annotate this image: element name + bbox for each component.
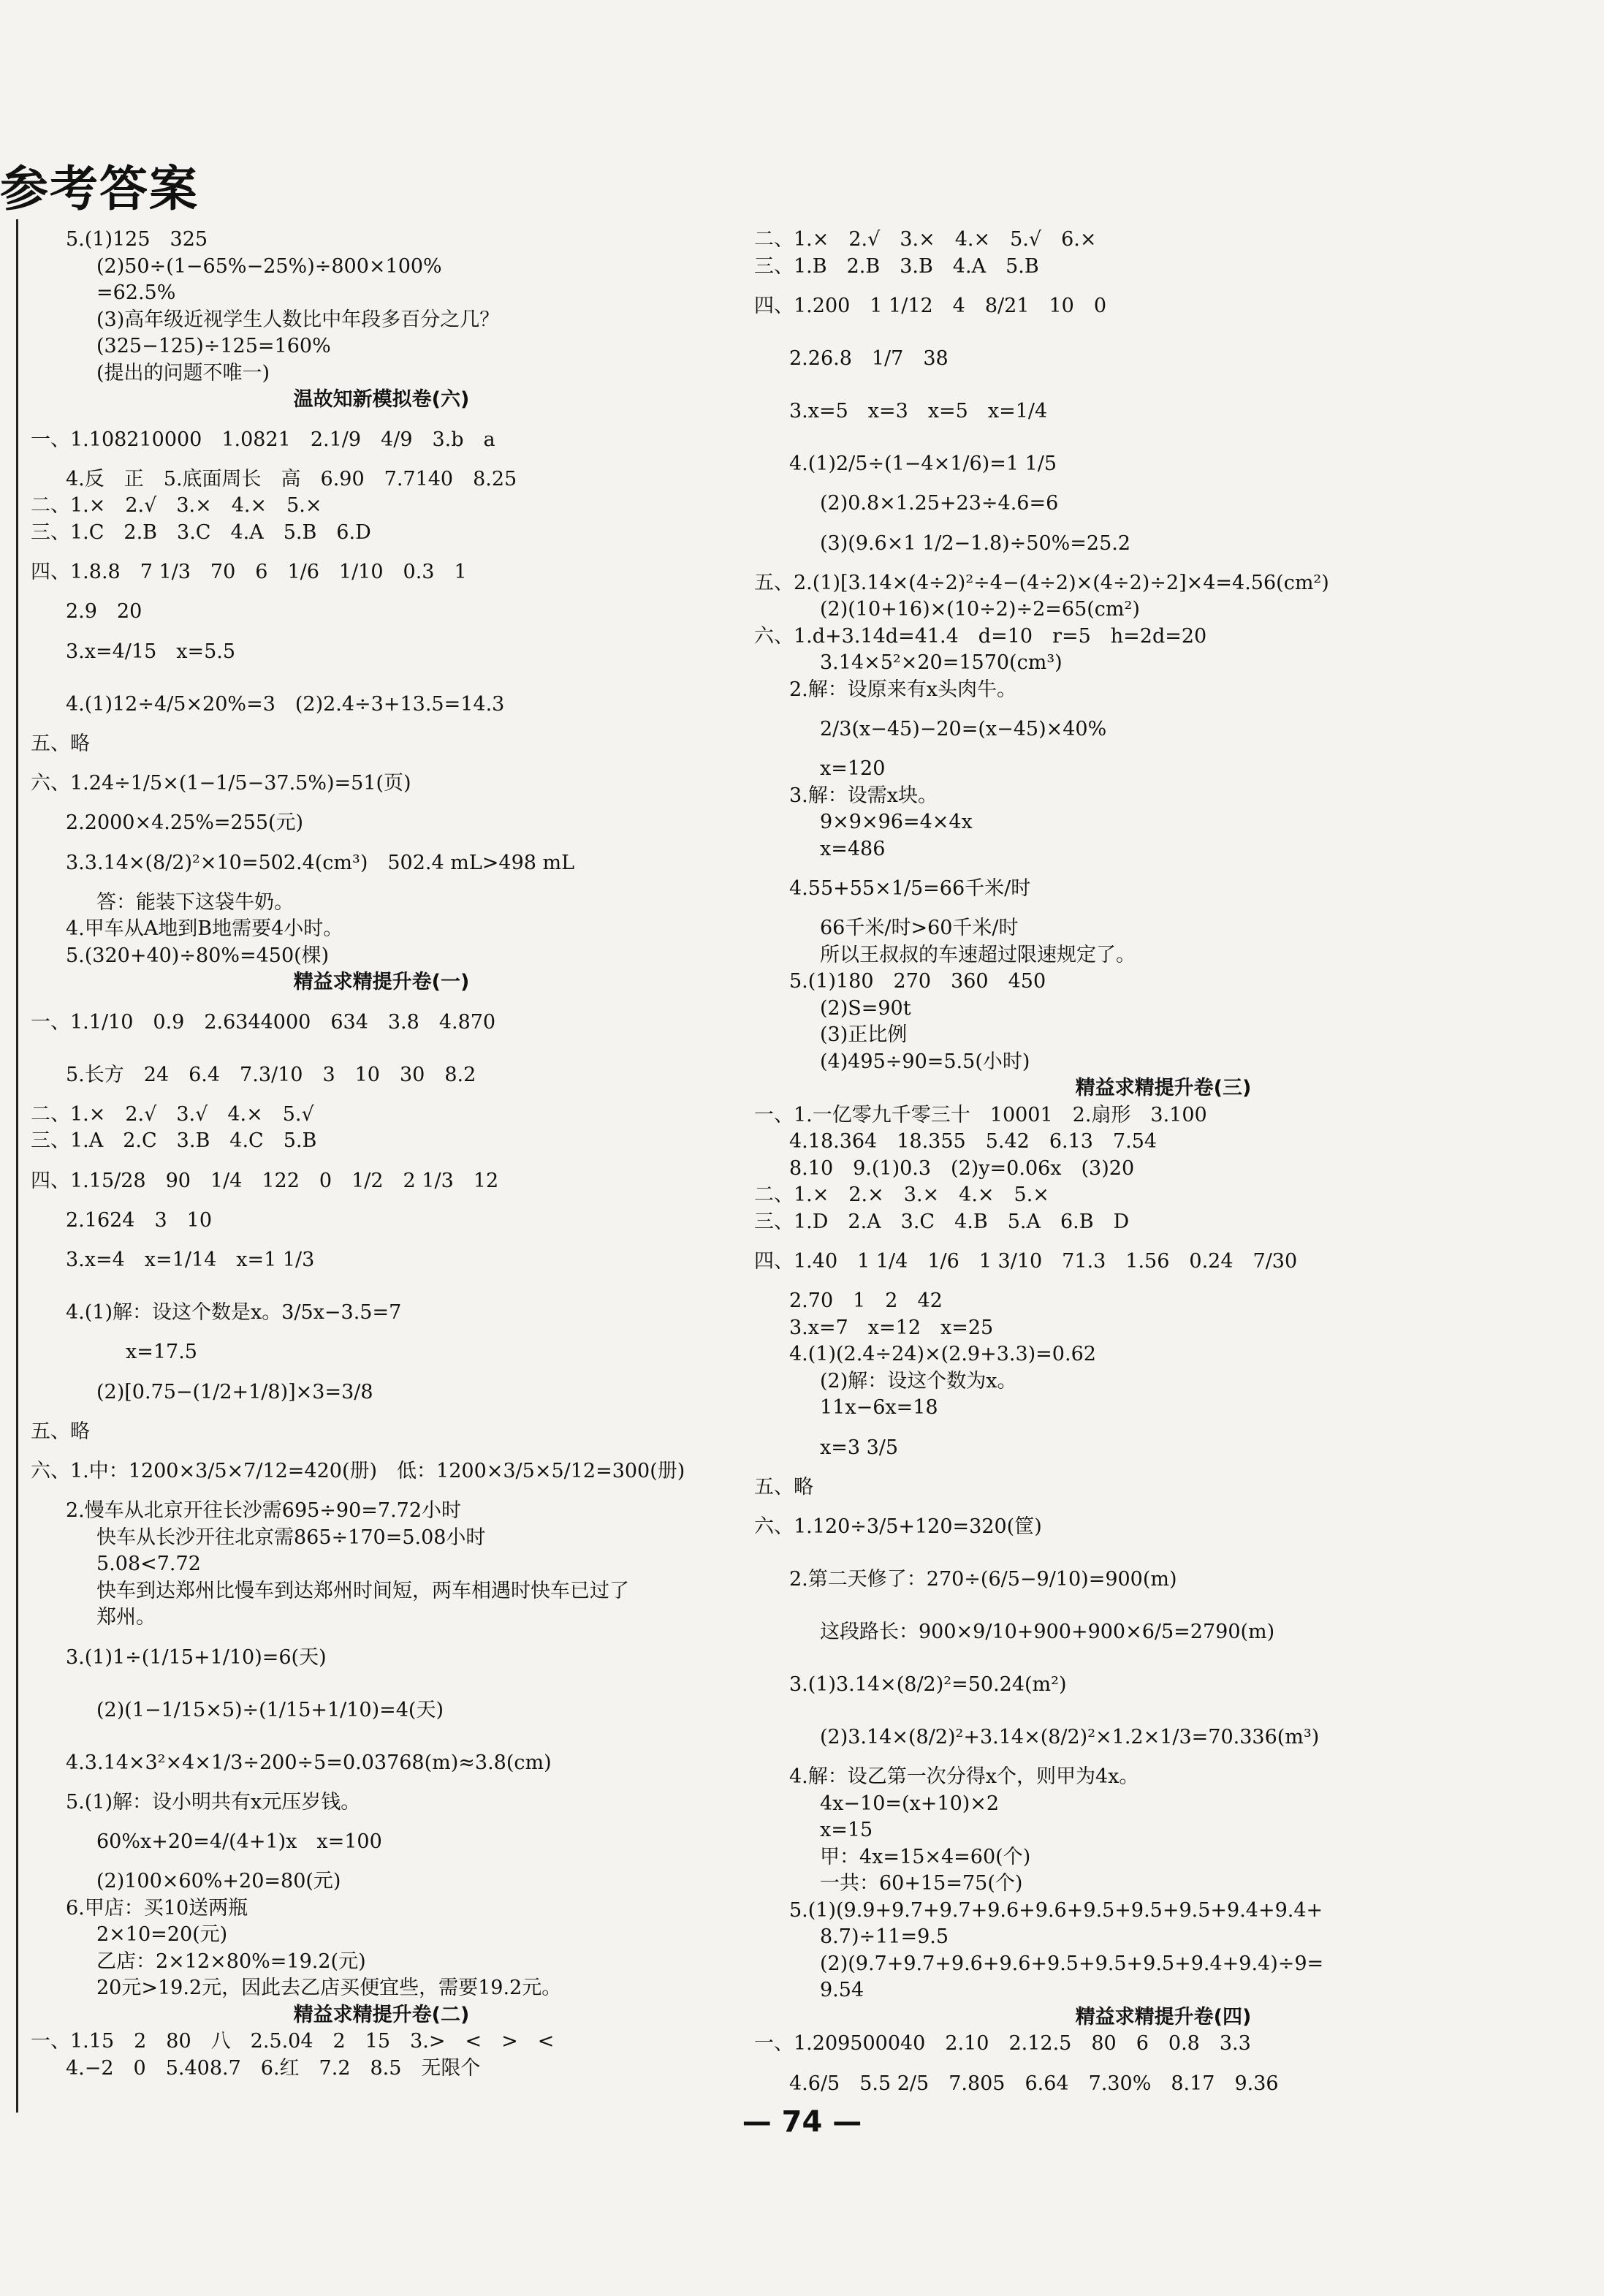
- answer-line: 一、1.108210000 1.0821 2.1/9 4/9 3.b a: [31, 428, 495, 451]
- answer-line: 答：能装下这袋牛奶。: [96, 890, 294, 914]
- answer-line: 2.第二天修了：270÷(6/5−9/10)=900(m): [789, 1568, 1177, 1591]
- answer-line: 一共：60+15=75(个): [820, 1872, 1023, 1895]
- answer-line: 郑州。: [96, 1606, 156, 1629]
- answer-line: 4.反 正 5.底面周长 高 6.90 7.7140 8.25: [66, 467, 517, 490]
- answer-line: 快车从长沙开往北京需865÷170=5.08小时: [96, 1526, 486, 1549]
- answer-line: 三、1.B 2.B 3.B 4.A 5.B: [754, 254, 1039, 278]
- answer-line: 4.6/5 5.5 2/5 7.805 6.64 7.30% 8.17 9.36: [789, 2072, 1279, 2095]
- answer-line: 3.(1)3.14×(8/2)²=50.24(m²): [789, 1673, 1067, 1696]
- answer-line: (2)[0.75−(1/2+1/8)]×3=3/8: [96, 1380, 373, 1403]
- page-title: 参考答案: [0, 161, 199, 217]
- answer-line: 3.x=4 x=1/14 x=1 1/3: [66, 1249, 315, 1271]
- answer-line: 乙店：2×12×80%=19.2(元): [96, 1950, 366, 1973]
- answer-line: 5.长方 24 6.4 7.3/10 3 10 30 8.2: [66, 1063, 476, 1086]
- answer-line: 一、1.1/10 0.9 2.6344000 634 3.8 4.870: [31, 1010, 496, 1034]
- answer-line: (2)0.8×1.25+23÷4.6=6: [820, 492, 1059, 515]
- answer-line: 二、1.× 2.√ 3.× 4.× 5.×: [31, 494, 322, 517]
- answer-line: (3)(9.6×1 1/2−1.8)÷50%=25.2: [820, 531, 1131, 555]
- answer-line: 3.14×5²×20=1570(cm³): [820, 651, 1063, 674]
- answer-line: 3.(1)1÷(1/15+1/10)=6(天): [66, 1645, 327, 1669]
- answer-line: 快车到达郑州比慢车到达郑州时间短，两车相遇时快车已过了: [96, 1579, 629, 1602]
- answer-line: 5.(1)125 325: [66, 228, 208, 251]
- answer-line: 4.−2 0 5.408.7 6.红 7.2 8.5 无限个: [66, 2056, 481, 2080]
- answer-line: 3.x=4/15 x=5.5: [66, 640, 236, 663]
- answer-line: 2/3(x−45)−20=(x−45)×40%: [820, 718, 1107, 740]
- answer-line: 六、1.中：1200×3/5×7/12=420(册) 低：1200×3/5×5/12=300(册): [31, 1460, 685, 1482]
- answer-line: 4.18.364 18.355 5.42 6.13 7.54: [789, 1130, 1158, 1153]
- answer-line: 四、1.200 1 1/12 4 8/21 10 0: [754, 295, 1107, 317]
- answer-line: 4.3.14×3²×4×1/3÷200÷5=0.03768(m)≈3.8(cm): [66, 1751, 552, 1774]
- answer-line: 一、1.209500040 2.10 2.12.5 80 6 0.8 3.3: [754, 2032, 1251, 2055]
- answer-line: 三、1.D 2.A 3.C 4.B 5.A 6.B D: [754, 1210, 1130, 1233]
- answer-line: (3)正比例: [820, 1023, 908, 1046]
- answer-line: x=120: [820, 757, 886, 780]
- section-heading: 精益求精提升卷(一): [293, 971, 470, 993]
- answer-line: 3.解：设需x块。: [789, 784, 938, 807]
- section-heading: 温故知新模拟卷(六): [293, 388, 470, 411]
- answer-line: 9.54: [820, 1979, 864, 2001]
- answer-line: 三、1.C 2.B 3.C 4.A 5.B 6.D: [31, 520, 371, 544]
- answer-line: 2.解：设原来有x头肉牛。: [789, 678, 1016, 701]
- answer-line: 4.(1)解：设这个数是x。3/5x−3.5=7: [66, 1301, 402, 1324]
- answer-line: (2)100×60%+20=80(元): [96, 1870, 341, 1893]
- answer-line: 2.9 20: [66, 600, 142, 623]
- answer-line: 这段路长：900×9/10+900+900×6/5=2790(m): [820, 1621, 1275, 1643]
- answer-line: 3.x=5 x=3 x=5 x=1/4: [789, 400, 1048, 423]
- answer-line: 11x−6x=18: [820, 1396, 938, 1419]
- answer-line: (3)高年级近视学生人数比中年段多百分之几？: [96, 308, 500, 331]
- answer-line: 66千米/时>60千米/时: [820, 917, 1019, 939]
- answer-line: 四、1.8.8 7 1/3 70 6 1/6 1/10 0.3 1: [31, 561, 467, 583]
- section-heading: 精益求精提升卷(二): [293, 2003, 470, 2026]
- answer-line: 3.x=7 x=12 x=25: [789, 1316, 994, 1339]
- answer-line: (2)(1−1/15×5)÷(1/15+1/10)=4(天): [96, 1698, 444, 1721]
- answer-line: (提出的问题不唯一): [96, 361, 270, 384]
- answer-line: (2)解：设这个数为x。: [820, 1369, 1017, 1393]
- section-heading: 精益求精提升卷(四): [1075, 2005, 1252, 2028]
- answer-line: 2.1624 3 10: [66, 1208, 213, 1232]
- answer-line: 4.甲车从A地到B地需要4小时。: [66, 917, 343, 940]
- answer-line: 4.(1)2/5÷(1−4×1/6)=1 1/5: [789, 452, 1057, 475]
- answer-line: 2.2000×4.25%=255(元): [66, 811, 304, 834]
- answer-line: 5.(1)解：设小明共有x元压岁钱。: [66, 1790, 361, 1814]
- answer-line: 5.(1)(9.9+9.7+9.7+9.6+9.6+9.5+9.5+9.5+9.4+9.4+: [789, 1898, 1323, 1922]
- answer-line: 2×10=20(元): [96, 1923, 228, 1946]
- answer-line: 五、2.(1)[3.14×(4÷2)²÷4−(4÷2)×(4÷2)÷2]×4=4.56(cm²): [754, 571, 1329, 594]
- answer-line: 五、略: [31, 1420, 90, 1443]
- answer-line: (2)S=90t: [820, 996, 911, 1020]
- answer-line: 甲：4x=15×4=60(个): [820, 1845, 1031, 1868]
- left-margin-rule: [16, 219, 18, 2113]
- answer-line: 六、1.d+3.14d=41.4 d=10 r=5 h=2d=20: [754, 624, 1207, 648]
- answer-line: 六、1.24÷1/5×(1−1/5−37.5%)=51(页): [31, 772, 411, 795]
- answer-line: 20元>19.2元，因此去乙店买便宜些，需要19.2元。: [96, 1977, 562, 1999]
- answer-line: 5.08<7.72: [96, 1553, 201, 1575]
- answer-line: 二、1.× 2.√ 3.√ 4.× 5.√: [31, 1102, 314, 1126]
- right-answer-column: [754, 227, 1573, 2110]
- answer-line: 一、1.一亿零九千零三十 10001 2.扇形 3.100: [754, 1103, 1207, 1126]
- answer-line: (2)3.14×(8/2)²+3.14×(8/2)²×1.2×1/3=70.336(m³): [820, 1726, 1320, 1748]
- answer-line: 60%x+20=4/(4+1)x x=100: [96, 1830, 382, 1853]
- answer-line: 4x−10=(x+10)×2: [820, 1792, 1000, 1815]
- answer-line: 6.甲店：买10送两瓶: [66, 1896, 248, 1920]
- answer-line: 所以王叔叔的车速超过限速规定了。: [820, 943, 1136, 966]
- answer-line: 二、1.× 2.× 3.× 4.× 5.×: [754, 1183, 1049, 1206]
- left-answer-column: [31, 227, 732, 2082]
- answer-line: 3.3.14×(8/2)²×10=502.4(cm³) 502.4 mL>498 mL: [66, 851, 575, 874]
- answer-line: 六、1.120÷3/5+120=320(筐): [754, 1515, 1042, 1538]
- answer-line: 2.慢车从北京开往长沙需695÷90=7.72小时: [66, 1499, 462, 1522]
- answer-line: 一、1.15 2 80 八 2.5.04 2 15 3.> < > <: [31, 2030, 555, 2053]
- answer-line: 四、1.40 1 1/4 1/6 1 3/10 71.3 1.56 0.24 7/30: [754, 1250, 1298, 1273]
- answer-line: 4.55+55×1/5=66千米/时: [789, 877, 1031, 900]
- answer-line: 2.26.8 1/7 38: [789, 347, 949, 370]
- section-heading: 精益求精提升卷(三): [1075, 1077, 1252, 1099]
- answer-line: x=486: [820, 837, 886, 860]
- answer-line: (2)50÷(1−65%−25%)÷800×100%: [96, 254, 442, 278]
- page-number: — 74 —: [742, 2105, 862, 2139]
- answer-line: (2)(9.7+9.7+9.6+9.6+9.5+9.5+9.5+9.4+9.4)÷9=: [820, 1952, 1324, 1975]
- answer-line: 8.7)÷11=9.5: [820, 1925, 949, 1948]
- answer-line: 5.(1)180 270 360 450: [789, 970, 1046, 993]
- answer-line: (4)495÷90=5.5(小时): [820, 1050, 1030, 1073]
- answer-line: 9×9×96=4×4x: [820, 811, 973, 833]
- answer-line: 四、1.15/28 90 1/4 122 0 1/2 2 1/3 12: [31, 1169, 499, 1192]
- answer-line: 五、略: [31, 732, 90, 755]
- answer-line: 三、1.A 2.C 3.B 4.C 5.B: [31, 1129, 317, 1152]
- answer-line: (325−125)÷125=160%: [96, 335, 331, 357]
- answer-line: x=3 3/5: [820, 1436, 899, 1459]
- answer-line: 4.(1)(2.4÷24)×(2.9+3.3)=0.62: [789, 1343, 1096, 1365]
- answer-line: x=17.5: [126, 1341, 197, 1363]
- answer-line: 5.(320+40)÷80%=450(棵): [66, 944, 330, 967]
- answer-line: x=15: [820, 1819, 873, 1841]
- answer-line: 二、1.× 2.√ 3.× 4.× 5.√ 6.×: [754, 228, 1097, 251]
- answer-line: 8.10 9.(1)0.3 (2)y=0.06x (3)20: [789, 1156, 1135, 1180]
- answer-line: 4.解：设乙第一次分得x个，则甲为4x。: [789, 1765, 1139, 1788]
- answer-line: 2.70 1 2 42: [789, 1289, 943, 1312]
- answer-line: (2)(10+16)×(10÷2)÷2=65(cm²): [820, 598, 1140, 621]
- answer-line: =62.5%: [96, 281, 176, 304]
- answer-line: 五、略: [754, 1475, 813, 1499]
- answer-line: 4.(1)12÷4/5×20%=3 (2)2.4÷3+13.5=14.3: [66, 692, 505, 716]
